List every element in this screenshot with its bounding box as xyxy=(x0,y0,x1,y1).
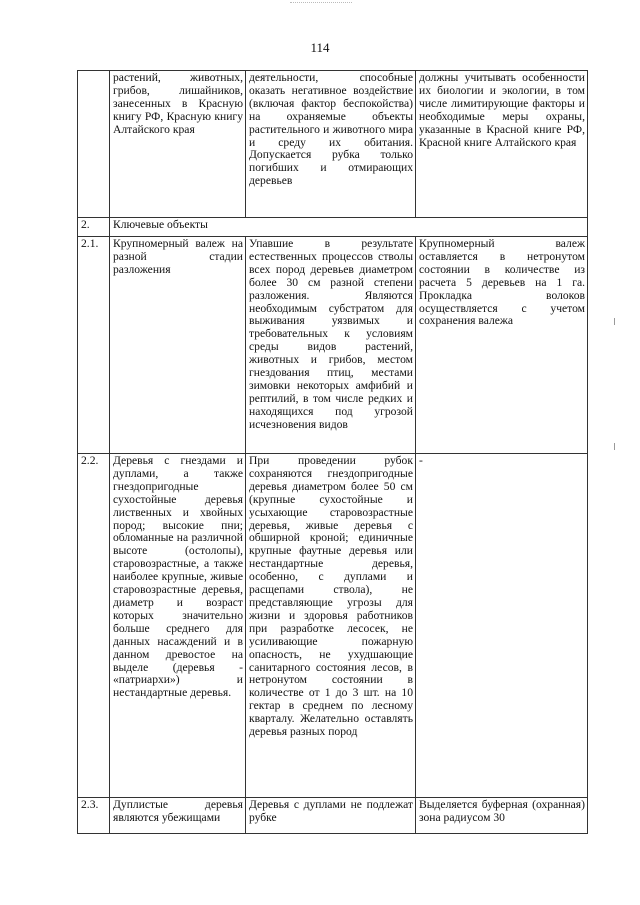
object-cell: Крупномерный валеж на разной стадии разложения xyxy=(110,237,246,454)
section-row xyxy=(78,218,588,237)
object-cell: Дуплистые деревья являются убежищами xyxy=(110,798,246,834)
object-cell: Деревья с гнездами и дуплами, а также гнездопригодные сухостойные деревья лиственных и хвойных пород; высокие пни; обломанные на различной высоте (остолопы), старовозрастные, а также наиболее крупные, живые старовозрастные деревья, диаметр и возраст которых значительно больше среднего для данных насаждений и в данном древостое на выделе (деревья - «патриархи») и нестандартные деревья. xyxy=(110,454,246,798)
object-cell: растений, животных, грибов, лишайников, занесенных в Красную книгу РФ, Красную книгу Алтайского края xyxy=(110,71,246,218)
description-cell: При проведении рубок сохраняются гнездопригодные деревья диаметром более 50 см (крупные сухостойные и усыхающие старовозрастные деревья, живые деревья с обширной кроной; единичные крупные фаутные деревья или нестандартные деревья, особенно, с дуплами и расщепами ствола), не представляющие угрозы для жизни и здоровья работников при разработке лесосек, не усиливающие пожарную опасность, не ухудшающие санитарного состояния лесов, в нетронутом состоянии в количестве от 1 до 3 шт. на 10 гектар в среднем по лесному кварталу. Желательно оставлять деревья разных пород xyxy=(246,454,416,798)
page-number: 114 xyxy=(310,40,330,55)
scan-mark xyxy=(614,318,615,325)
table-row xyxy=(78,71,588,218)
scan-mark xyxy=(614,443,615,450)
section-title: Ключевые объекты xyxy=(110,218,588,237)
row-number: 2.1. xyxy=(78,237,110,454)
row-number: 2.3. xyxy=(78,798,110,834)
measures-table xyxy=(77,70,588,834)
description-cell: Деревья с дуплами не подлежат рубке xyxy=(246,798,416,834)
row-number xyxy=(78,71,110,218)
measures-cell: должны учитывать особенности их биологии и экологии, в том числе лимитирующие факторы и необходимые меры охраны, указанные в Красной книге РФ, Красной книге Алтайского края xyxy=(416,71,588,218)
table-row xyxy=(78,237,588,454)
table-row xyxy=(78,798,588,834)
description-cell: деятельности, способные оказать негативное воздействие (включая фактор беспокойства) на охраняемые объекты растительного и животного мира и среду их обитания. Допускается рубка только погибших и отмирающих деревьев xyxy=(246,71,416,218)
description-cell: Упавшие в результате естественных процессов стволы всех пород деревьев диаметром более 30 см разной степени разложения. Являются необходимым субстратом для выживания уязвимых и требовательных к условиям среды видов растений, животных и грибов, местом гнездования птиц, местами зимовки некоторых амфибий и рептилий, в том числе редких и находящихся под угрозой исчезновения видов xyxy=(246,237,416,454)
measures-cell: Крупномерный валеж оставляется в нетронутом состоянии в количестве из расчета 5 деревьев на 1 га. Прокладка волоков осуществляется с учетом сохранения валежа xyxy=(416,237,588,454)
measures-cell: Выделяется буферная (охранная) зона радиусом 30 xyxy=(416,798,588,834)
measures-cell: - xyxy=(416,454,588,798)
row-number: 2.2. xyxy=(78,454,110,798)
scan-artifact xyxy=(290,2,352,6)
table-row xyxy=(78,454,588,798)
row-number: 2. xyxy=(78,218,110,237)
